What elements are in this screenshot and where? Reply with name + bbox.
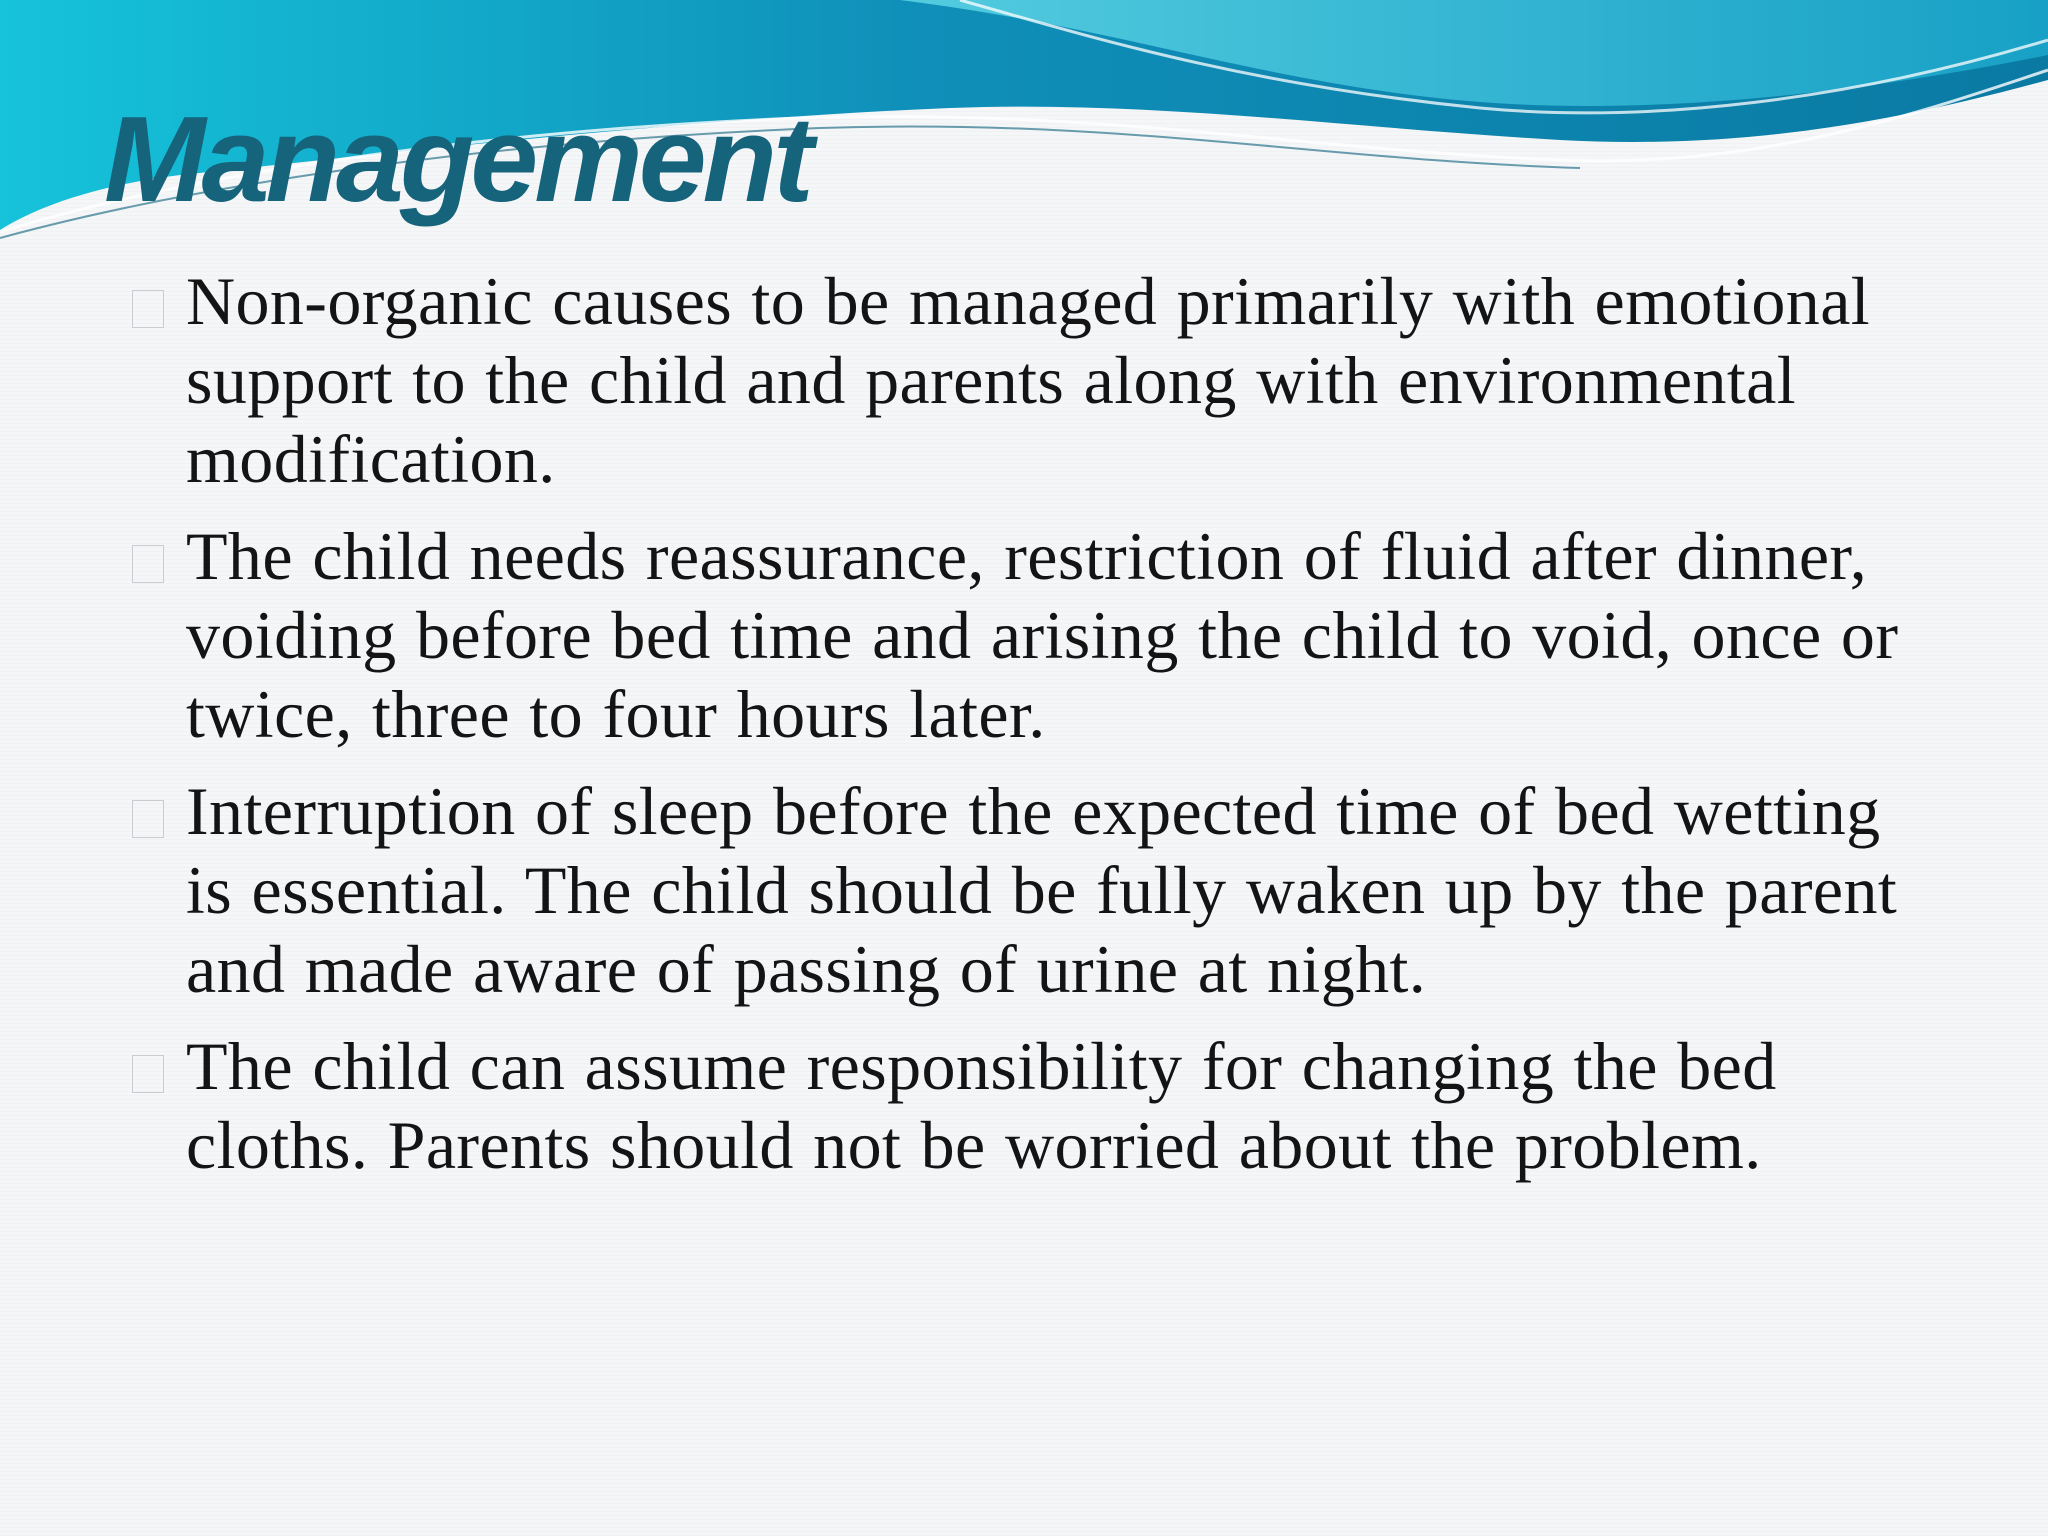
bullet-item	[128, 1027, 1928, 1185]
bullet-box-icon	[132, 800, 164, 838]
bullet-box-icon	[132, 545, 164, 583]
bullet-box-icon	[132, 1055, 164, 1093]
bullet-list	[128, 262, 1928, 1203]
bullet-item	[128, 517, 1928, 754]
bullet-text: Interruption of sleep before the expected time of bed wetting is essential. The child should be fully waken up by the parent and made aware of passing of urine at night.	[186, 773, 1898, 1007]
slide-title: Management	[104, 91, 810, 227]
bullet-text: The child can assume responsibility for changing the bed cloths. Parents should not be worried about the problem.	[186, 1028, 1777, 1183]
bullet-item	[128, 772, 1928, 1009]
bullet-text: The child needs reassurance, restriction of fluid after dinner, voiding before bed time and arising the child to void, once or twice, three to four hours later.	[186, 518, 1899, 752]
bullet-text: Non-organic causes to be managed primarily with emotional support to the child and parents along with environmental modification.	[186, 263, 1871, 497]
bullet-box-icon	[132, 290, 164, 328]
bullet-item	[128, 262, 1928, 499]
